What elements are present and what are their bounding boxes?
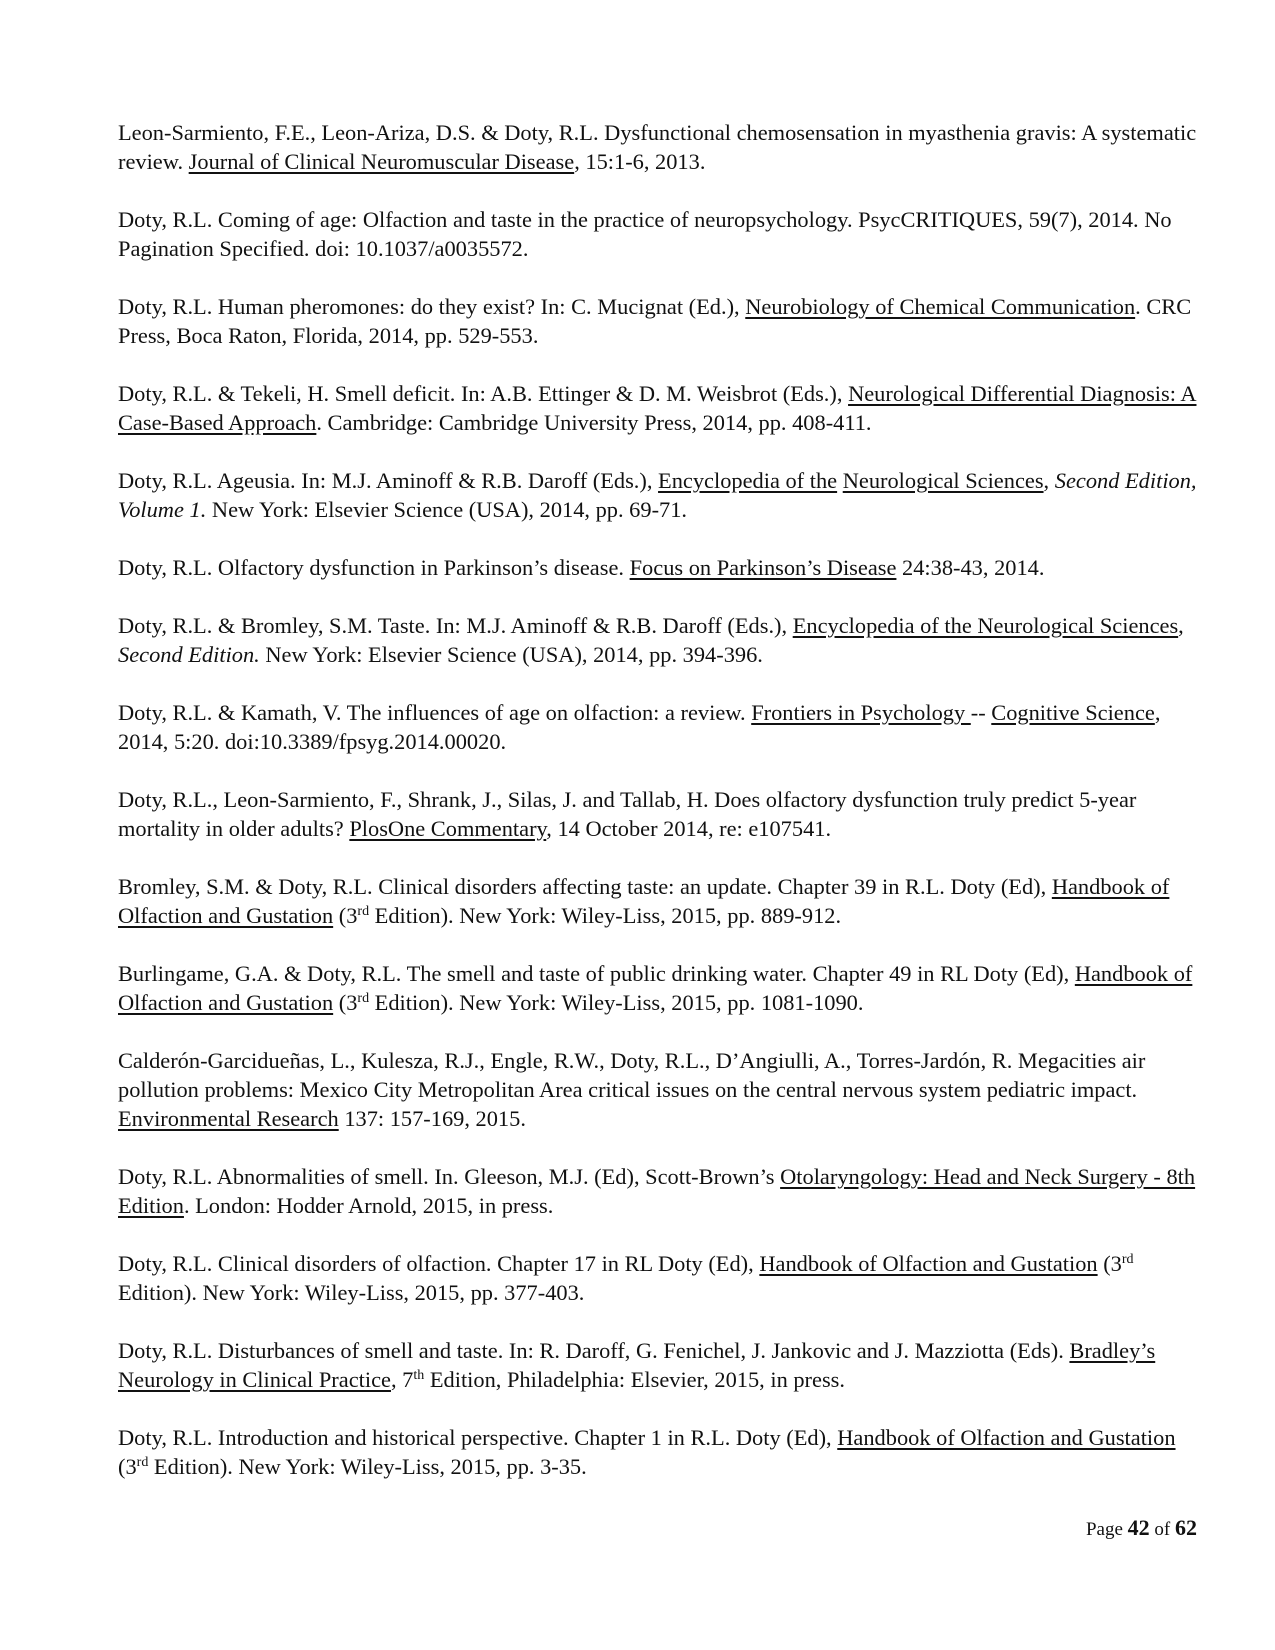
reference-entry [118,1336,1198,1394]
citation-text: Bromley, S.M. & Doty, R.L. Clinical disorders affecting taste: an update. Chapter 39 in R.L. Doty (Ed), [118,874,1052,899]
citation-text: Calderón-Garcidueñas, L., Kulesza, R.J., Engle, R.W., Doty, R.L., D’Angiulli, A., Torres-Jardón, R. Megacities air pollution problems: Mexico City Metropolitan Area critical issues on the central nervous system pediatric impact. [118,1048,1146,1102]
citation-text: Doty, R.L. Coming of age: Olfaction and taste in the practice of neuropsychology. PsycCRITIQUES, 59(7), 2014. No Pagination Specified. doi: 10.1037/a0035572. [118,207,1172,261]
publication-title: Frontiers in Psychology [751,700,971,725]
publication-title: Neurological Differential Diagnosis: A Case-Based Approach [118,381,1197,435]
citation-text: . CRC Press, Boca Raton, Florida, 2014, pp. 529-553. [118,294,1192,348]
citation-text: Doty, R.L. Disturbances of smell and taste. In: R. Daroff, G. Fenichel, J. Jankovic and J. Mazziotta (Eds). [118,1338,1070,1363]
citation-text: Doty, R.L. Human pheromones: do they exist? In: C. Mucignat (Ed.), [118,294,746,319]
citation-text: (3 [333,903,358,928]
citation-text: , 2014, 5:20. doi:10.3389/fpsyg.2014.00020. [118,700,1161,754]
citation-text: , 15:1-6, 2013. [574,149,706,174]
publication-title: Environmental Research [118,1106,339,1131]
citation-text: Edition). New York: Wiley-Liss, 2015, pp. 889-912. [369,903,842,928]
superscript-text: rd [357,904,370,919]
citation-text: Leon-Sarmiento, F.E., Leon-Ariza, D.S. & Doty, R.L. Dysfunctional chemosensation in myasthenia gravis: A systematic review. [118,120,1197,174]
reference-entry [118,118,1198,176]
reference-entry [118,611,1198,669]
reference-entry [118,1162,1198,1220]
citation-text: , [1178,613,1184,638]
publication-title: Focus on Parkinson’s Disease [629,555,897,580]
citation-text: New York: Elsevier Science (USA), 2014, pp. 394-396. [259,642,763,667]
citation-text: Doty, R.L. Introduction and historical perspective. Chapter 1 in R.L. Doty (Ed), [118,1425,838,1450]
total-pages: 62 [1175,1515,1197,1540]
citation-text: . London: Hodder Arnold, 2015, in press. [183,1193,554,1218]
citation-text: Edition). New York: Wiley-Liss, 2015, pp. 3-35. [148,1454,587,1479]
edition-text: Second Edition. [118,642,260,667]
publication-title: Handbook of Olfaction and Gustation [837,1425,1176,1450]
citation-text: Doty, R.L., Leon-Sarmiento, F., Shrank, J., Silas, J. and Tallab, H. Does olfactory dysfunction truly predict 5-year mortality in older adults? [118,787,1137,841]
citation-text: Edition). New York: Wiley-Liss, 2015, pp. 1081-1090. [369,990,864,1015]
citation-text: (3 [1097,1251,1122,1276]
publication-title: Bradley’s Neurology in Clinical Practice [118,1338,1156,1392]
citation-text: . Cambridge: Cambridge University Press, 2014, pp. 408-411. [316,410,872,435]
reference-entry [118,785,1198,843]
citation-text: (3 [118,1454,137,1479]
page-label: Page [1085,1519,1123,1540]
reference-entry [118,553,1198,582]
citation-text: , 14 October 2014, re: e107541. [546,816,832,841]
publication-title: PlosOne Commentary [349,816,547,841]
edition-text: Second Edition, Volume 1. [118,468,1197,522]
citation-text: 137: 157-169, 2015. [338,1106,526,1131]
superscript-text: rd [136,1455,149,1470]
reference-entry [118,1249,1198,1307]
citation-text: Burlingame, G.A. & Doty, R.L. The smell and taste of public drinking water. Chapter 49 in RL Doty (Ed), [118,961,1075,986]
publication-title: Encyclopedia of the Neurological Sciences [792,613,1179,638]
publication-title: Otolaryngology: Head and Neck Surgery - 8th Edition [118,1164,1196,1218]
citation-text: Doty, R.L. Abnormalities of smell. In. Gleeson, M.J. (Ed), Scott-Brown’s [118,1164,781,1189]
publication-title: Neurobiology of Chemical Communication [745,294,1136,319]
citation-text: Doty, R.L. Ageusia. In: M.J. Aminoff & R.B. Daroff (Eds.), [118,468,659,493]
publication-title: Cognitive Science [991,700,1155,725]
publication-title: Handbook of Olfaction and Gustation [118,874,1170,928]
reference-list [118,118,1198,1510]
citation-text: 24:38-43, 2014. [896,555,1045,580]
citation-text: , 7 [390,1367,414,1392]
publication-title: Handbook of Olfaction and Gustation [118,961,1193,1015]
citation-text: Doty, R.L. Clinical disorders of olfaction. Chapter 17 in RL Doty (Ed), [118,1251,760,1276]
citation-text: Doty, R.L. Olfactory dysfunction in Parkinson’s disease. [118,555,630,580]
reference-entry [118,205,1198,263]
reference-entry [118,1423,1198,1481]
publication-title: Neurological Sciences [842,468,1044,493]
citation-text: Doty, R.L. & Kamath, V. The influences of age on olfaction: a review. [118,700,752,725]
citation-text: Doty, R.L. & Bromley, S.M. Taste. In: M.J. Aminoff & R.B. Daroff (Eds.), [118,613,793,638]
reference-entry [118,872,1198,930]
citation-text: -- [970,700,992,725]
superscript-text: th [413,1368,425,1383]
publication-title: Handbook of Olfaction and Gustation [759,1251,1098,1276]
reference-entry [118,292,1198,350]
publication-title: Encyclopedia of the [658,468,838,493]
reference-entry [118,1046,1198,1133]
reference-entry [118,466,1198,524]
superscript-text: rd [1121,1252,1134,1267]
page-number: 42 [1127,1515,1150,1540]
reference-entry [118,379,1198,437]
citation-text: Doty, R.L. & Tekeli, H. Smell deficit. In: A.B. Ettinger & D. M. Weisbrot (Eds.), [118,381,849,406]
reference-entry [118,959,1198,1017]
reference-entry [118,698,1198,756]
citation-text: New York: Elsevier Science (USA), 2014, pp. 69-71. [206,497,688,522]
superscript-text: rd [357,991,370,1006]
page-footer [1086,1515,1197,1543]
publication-title: Journal of Clinical Neuromuscular Disease [188,149,575,174]
citation-text: Edition, Philadelphia: Elsevier, 2015, in press. [424,1367,845,1392]
citation-text: , [1043,468,1055,493]
citation-text: Edition). New York: Wiley-Liss, 2015, pp. 377-403. [118,1280,585,1305]
citation-text: (3 [333,990,358,1015]
of-label: of [1154,1519,1171,1540]
